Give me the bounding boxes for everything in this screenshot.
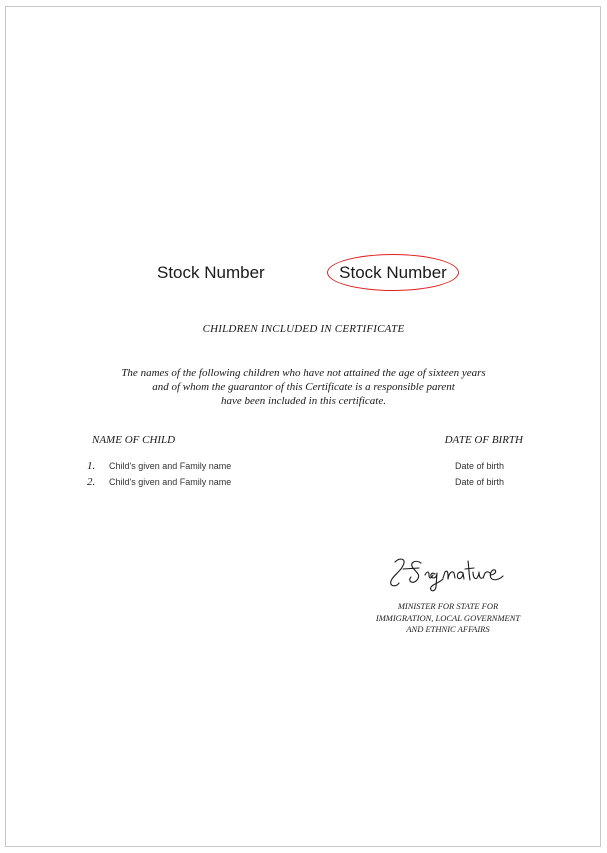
row-number: 2. (87, 476, 96, 488)
certificate-page (5, 6, 601, 847)
intro-line: have been included in this certificate. (221, 395, 386, 407)
table-row (0, 476, 607, 492)
intro-line: The names of the following children who have not attained the age of sixteen years (121, 367, 486, 379)
minister-title (348, 601, 548, 636)
column-header-dob: DATE OF BIRTH (444, 434, 523, 446)
table-row (0, 460, 607, 476)
stock-number-highlight (327, 254, 459, 291)
row-number: 1. (87, 460, 96, 472)
column-header-name: NAME OF CHILD (92, 434, 176, 446)
child-dob: Date of birth (454, 461, 504, 471)
signature-image (385, 553, 515, 595)
minister-line: MINISTER FOR STATE FOR (397, 601, 499, 611)
minister-line: IMMIGRATION, LOCAL GOVERNMENT (375, 612, 521, 623)
child-dob: Date of birth (454, 477, 504, 487)
stock-number-label: Stock Number (157, 263, 265, 282)
minister-line: AND ETHNIC AFFAIRS (406, 624, 490, 634)
section-heading: CHILDREN INCLUDED IN CERTIFICATE (202, 323, 405, 335)
stock-number-field: Stock Number (339, 262, 447, 282)
intro-paragraph (0, 366, 607, 408)
child-name: Child's given and Family name (109, 477, 232, 487)
intro-line: and of whom the guarantor of this Certificate is a responsible parent (152, 381, 455, 393)
child-name: Child's given and Family name (109, 461, 232, 471)
